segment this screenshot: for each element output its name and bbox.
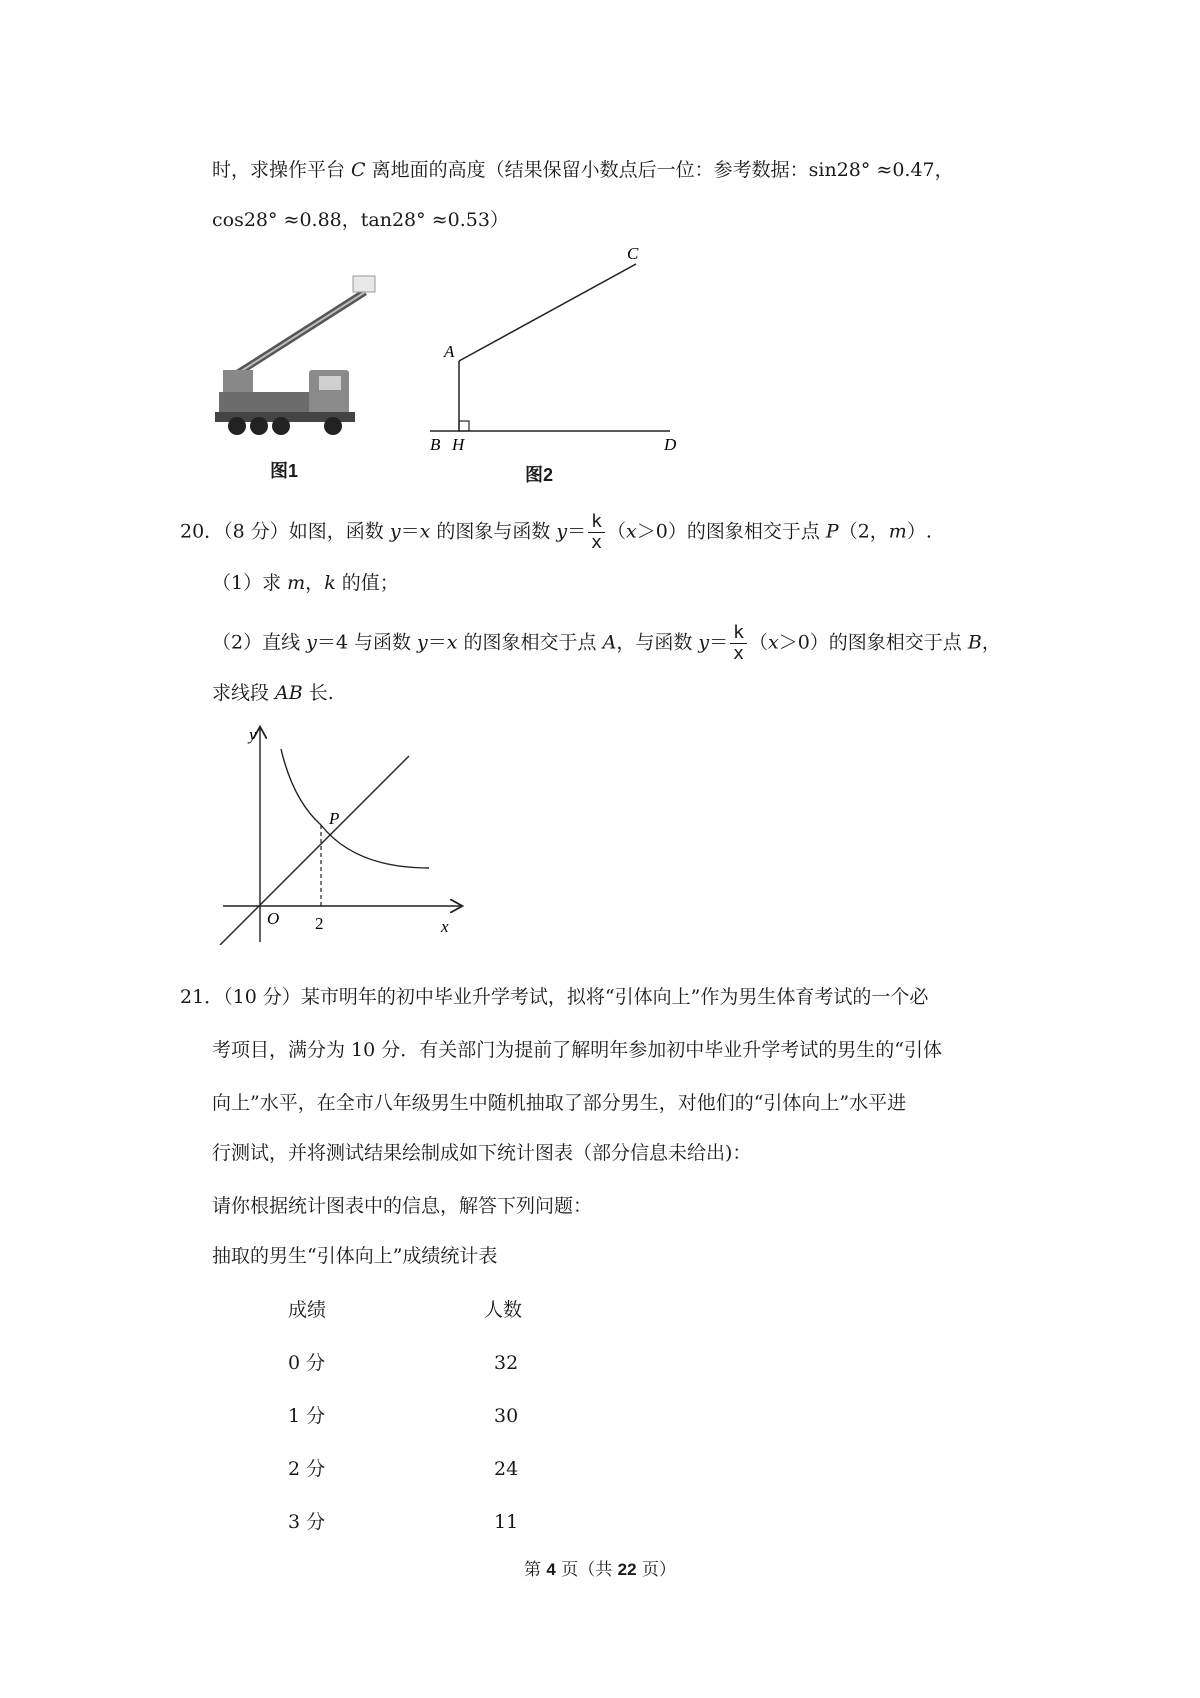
label-a: A: [444, 342, 455, 361]
page-number: 4: [546, 1560, 556, 1579]
page-total: 22: [617, 1560, 637, 1579]
point-p-label: P: [329, 809, 340, 828]
hyperbola-curve: [281, 749, 429, 868]
tick-label-2: 2: [315, 914, 324, 933]
table-cell-score: 3 分: [288, 1511, 326, 1533]
truck-wheel: [272, 417, 290, 435]
fraction-k-over-x: $\frac{k}{x}$: [588, 512, 605, 553]
function-graph: [215, 720, 475, 945]
segment-ac: [459, 264, 636, 361]
fig2-caption: 图2: [525, 465, 554, 485]
truck-photo: [215, 262, 385, 452]
q19-text-line2: cos28° ≈0.88，tan28° ≈0.53）: [212, 209, 509, 231]
q21-line4: 行测试，并将测试结果绘制成如下统计图表（部分信息未给出)：: [212, 1142, 752, 1164]
q21-line1: 21．（10 分）某市明年的初中毕业升学考试，拟将“引体向上”作为男生体育考试的一个必: [180, 986, 929, 1008]
q21-table-title: 抽取的男生“引体向上”成绩统计表: [212, 1245, 498, 1267]
q19-text-line1: 时，求操作平台 C 离地面的高度（结果保留小数点后一位：参考数据：sin28° ≈0.47，: [212, 159, 954, 181]
q21-instruction: 请你根据统计图表中的信息，解答下列问题：: [212, 1195, 593, 1217]
table-cell-count: 11: [494, 1511, 519, 1533]
table-cell-count: 32: [494, 1352, 519, 1374]
fraction-k-over-x: $\frac{k}{x}$: [730, 623, 747, 664]
q21-line2: 考项目，满分为 10 分．有关部门为提前了解明年参加初中毕业升学考试的男生的“引体: [212, 1039, 942, 1061]
q20-stem: 20．（8 分）如图，函数 y＝x 的图象与函数 y＝ $\frac{k}{x}$ （x＞0）的图象相交于点 P（2，m）.: [180, 511, 932, 553]
right-angle-mark: [459, 421, 469, 431]
q20-part1: （1）求 m，k 的值；: [212, 572, 399, 594]
x-axis-label: x: [441, 917, 449, 936]
table-cell-count: 24: [494, 1458, 519, 1480]
q20-part2-cont: 求线段 AB 长.: [212, 682, 334, 704]
truck-platform: [353, 276, 375, 292]
label-c: C: [627, 244, 639, 263]
truck-wheel: [250, 417, 268, 435]
geometry-diagram: [420, 240, 690, 455]
q21-line3: 向上”水平，在全市八年级男生中随机抽取了部分男生，对他们的“引体向上”水平进: [212, 1092, 907, 1114]
label-h: H: [452, 435, 465, 454]
q20-part2: （2）直线 y＝4 与函数 y＝x 的图象相交于点 A，与函数 y＝ $\frac{k}{x}$ （x＞0）的图象相交于点 B，: [212, 622, 1001, 664]
table-header-count: 人数: [484, 1299, 523, 1321]
y-axis-label: y: [249, 725, 257, 744]
label-d: D: [664, 435, 677, 454]
truck-wheel: [228, 417, 246, 435]
truck-wheel: [324, 417, 342, 435]
table-cell-score: 0 分: [288, 1352, 326, 1374]
fig1-caption: 图1: [270, 461, 299, 481]
table-header-score: 成绩: [288, 1299, 327, 1321]
table-cell-score: 1 分: [288, 1405, 326, 1427]
table-cell-score: 2 分: [288, 1458, 326, 1480]
table-cell-count: 30: [494, 1405, 519, 1427]
page-footer: 第 4 页（共 22 页）: [523, 1560, 676, 1580]
label-b: B: [430, 435, 441, 454]
origin-label: O: [267, 909, 280, 928]
